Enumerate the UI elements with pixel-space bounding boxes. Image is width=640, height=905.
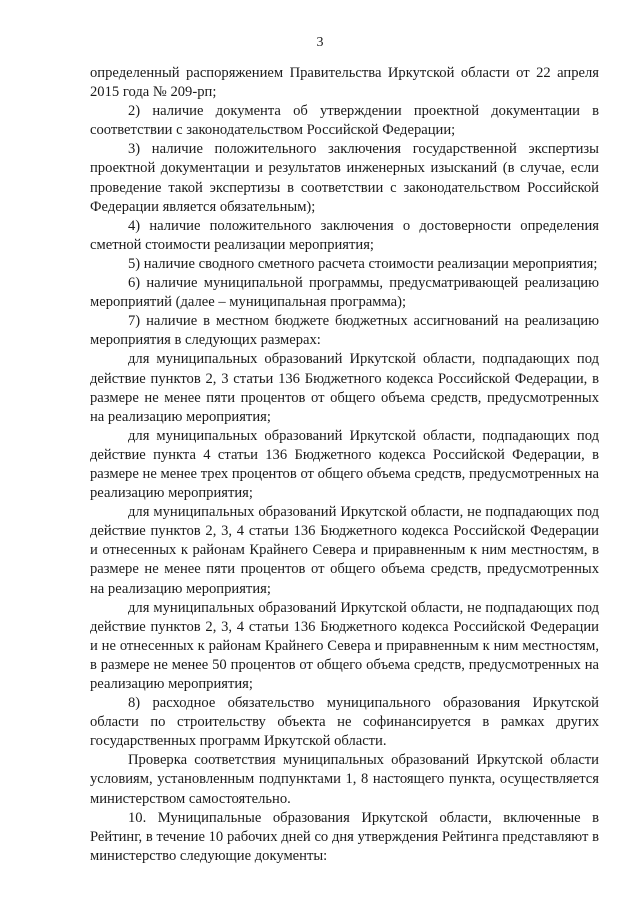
paragraph-item-5: 5) наличие сводного сметного расчета стоимости реализации мероприятия;	[128, 255, 598, 272]
paragraph-item-8: 8) расходное обязательство муниципального образования Иркутской области по строительству объекта не софинансируется в рамках других государственных программ Иркутской области.	[90, 695, 599, 750]
paragraph-verification: Проверка соответствия муниципальных образований Иркутской области условиям, установленным подпунктами 1, 8 настоящего пункта, осуществляется министерством самостоятельно.	[90, 752, 599, 807]
page-number: 3	[316, 35, 324, 50]
paragraph-subitem-d: для муниципальных образований Иркутской области, не подпадающих под действие пунктов 2, 3, 4 статьи 136 Бюджетного кодекса Российской Федерации и не отнесенных к районам Крайнего Севера и приравненным к ним местностям, в размере не менее 50 процентов от общего объема средств, предусмотренных на реализацию мероприятия;	[90, 599, 599, 692]
paragraph-item-2: 2) наличие документа об утверждении проектной документации в соответствии с законодательством Российской Федерации;	[90, 103, 599, 139]
paragraph-item-4: 4) наличие положительного заключения о достоверности определения сметной стоимости реализации мероприятия;	[90, 217, 599, 253]
paragraph-item-6: 6) наличие муниципальной программы, предусматривающей реализацию мероприятий (далее – муниципальная программа);	[90, 275, 599, 311]
paragraph-continuation: определенный распоряжением Правительства Иркутской области от 22 апреля 2015 года № 209-рп;	[90, 65, 599, 101]
document-body	[90, 64, 599, 866]
paragraph-subitem-b: для муниципальных образований Иркутской области, подпадающих под действие пункта 4 статьи 136 Бюджетного кодекса Российской Федерации, в размере не менее трех процентов от общего объема средств, предусмотренных на реализацию мероприятия;	[90, 427, 599, 502]
paragraph-item-3: 3) наличие положительного заключения государственной экспертизы проектной документации и результатов инженерных изысканий (в случае, если проведение такой экспертизы в соответствии с законодательством Российской Федерации является обязательным);	[90, 141, 599, 215]
paragraph-subitem-a: для муниципальных образований Иркутской области, подпадающих под действие пунктов 2, 3 статьи 136 Бюджетного кодекса Российской Федерации, в размере не менее пяти процентов от общего объема средств, предусмотренных на реализацию мероприятия;	[90, 351, 599, 425]
paragraph-subitem-c: для муниципальных образований Иркутской области, не подпадающих под действие пунктов 2, 3, 4 статьи 136 Бюджетного кодекса Российской Федерации и отнесенных к районам Крайнего Севера и приравненным к ним местностям, в размере не менее пяти процентов от общего объема средств, предусмотренных на реализацию мероприятия;	[90, 504, 599, 597]
paragraph-item-7: 7) наличие в местном бюджете бюджетных ассигнований на реализацию мероприятия в следующих размерах:	[90, 313, 599, 349]
paragraph-item-10: 10. Муниципальные образования Иркутской области, включенные в Рейтинг, в течение 10 рабочих дней со дня утверждения Рейтинга представляют в министерство следующие документы:	[90, 809, 599, 864]
